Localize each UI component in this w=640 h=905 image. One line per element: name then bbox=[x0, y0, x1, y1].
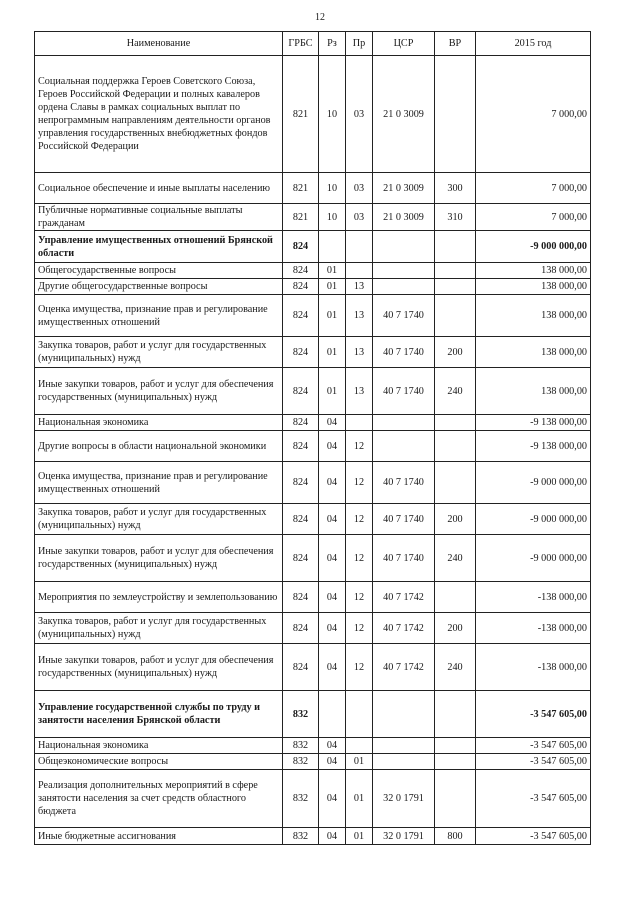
row-grbs: 832 bbox=[283, 738, 319, 754]
table-row bbox=[35, 337, 591, 368]
row-name: Мероприятия по землеустройству и землепользованию bbox=[35, 582, 283, 613]
row-rz: 04 bbox=[319, 644, 346, 691]
row-grbs: 824 bbox=[283, 337, 319, 368]
row-name: Иные закупки товаров, работ и услуг для обеспечения государственных (муниципальных) нужд bbox=[35, 535, 283, 582]
row-name: Управление государственной службы по труду и занятости населения Брянской области bbox=[35, 691, 283, 738]
row-name: Другие общегосударственные вопросы bbox=[35, 279, 283, 295]
row-rz: 04 bbox=[319, 431, 346, 462]
row-sum: 138 000,00 bbox=[476, 368, 591, 415]
row-sum: -9 138 000,00 bbox=[476, 415, 591, 431]
row-csr bbox=[373, 738, 435, 754]
row-pr: 12 bbox=[346, 504, 373, 535]
row-sum: 7 000,00 bbox=[476, 173, 591, 204]
row-rz: 04 bbox=[319, 535, 346, 582]
row-name: Национальная экономика bbox=[35, 415, 283, 431]
header-row bbox=[35, 32, 591, 56]
row-sum: -3 547 605,00 bbox=[476, 754, 591, 770]
row-grbs: 821 bbox=[283, 173, 319, 204]
row-name: Управление имущественных отношений Брянской области bbox=[35, 231, 283, 263]
row-pr: 03 bbox=[346, 56, 373, 173]
row-pr: 03 bbox=[346, 173, 373, 204]
header-name: Наименование bbox=[35, 32, 283, 56]
header-rz: Рз bbox=[319, 32, 346, 56]
row-pr: 01 bbox=[346, 770, 373, 828]
row-csr bbox=[373, 691, 435, 738]
row-pr: 13 bbox=[346, 295, 373, 337]
row-sum: 138 000,00 bbox=[476, 279, 591, 295]
row-sum: 7 000,00 bbox=[476, 204, 591, 231]
table-row bbox=[35, 263, 591, 279]
row-rz: 04 bbox=[319, 828, 346, 845]
table-row bbox=[35, 231, 591, 263]
row-sum: 7 000,00 bbox=[476, 56, 591, 173]
row-sum: -9 000 000,00 bbox=[476, 504, 591, 535]
row-csr: 40 7 1742 bbox=[373, 582, 435, 613]
row-vr bbox=[435, 415, 476, 431]
row-sum: -9 138 000,00 bbox=[476, 431, 591, 462]
table-row bbox=[35, 279, 591, 295]
row-vr bbox=[435, 462, 476, 504]
row-name: Закупка товаров, работ и услуг для государственных (муниципальных) нужд bbox=[35, 337, 283, 368]
row-name: Другие вопросы в области национальной экономики bbox=[35, 431, 283, 462]
row-vr: 200 bbox=[435, 613, 476, 644]
row-grbs: 832 bbox=[283, 754, 319, 770]
row-sum: 138 000,00 bbox=[476, 337, 591, 368]
row-name: Общеэкономические вопросы bbox=[35, 754, 283, 770]
row-grbs: 824 bbox=[283, 279, 319, 295]
table-row bbox=[35, 431, 591, 462]
budget-table bbox=[34, 31, 591, 845]
row-pr bbox=[346, 263, 373, 279]
row-vr bbox=[435, 582, 476, 613]
row-rz: 04 bbox=[319, 504, 346, 535]
row-rz: 04 bbox=[319, 462, 346, 504]
row-pr: 12 bbox=[346, 644, 373, 691]
row-rz: 01 bbox=[319, 263, 346, 279]
row-vr: 240 bbox=[435, 368, 476, 415]
row-rz: 10 bbox=[319, 56, 346, 173]
row-csr: 40 7 1740 bbox=[373, 295, 435, 337]
table-row bbox=[35, 582, 591, 613]
row-csr: 21 0 3009 bbox=[373, 173, 435, 204]
row-rz: 04 bbox=[319, 738, 346, 754]
row-name: Социальное обеспечение и иные выплаты населению bbox=[35, 173, 283, 204]
row-pr: 01 bbox=[346, 754, 373, 770]
row-csr: 40 7 1740 bbox=[373, 504, 435, 535]
table-row bbox=[35, 415, 591, 431]
table-row bbox=[35, 173, 591, 204]
row-pr: 13 bbox=[346, 337, 373, 368]
row-pr: 13 bbox=[346, 368, 373, 415]
row-sum: 138 000,00 bbox=[476, 263, 591, 279]
row-grbs: 824 bbox=[283, 535, 319, 582]
row-vr bbox=[435, 263, 476, 279]
row-rz: 01 bbox=[319, 337, 346, 368]
row-vr bbox=[435, 770, 476, 828]
row-vr bbox=[435, 56, 476, 173]
header-year: 2015 год bbox=[476, 32, 591, 56]
row-csr: 21 0 3009 bbox=[373, 56, 435, 173]
row-csr bbox=[373, 431, 435, 462]
row-rz bbox=[319, 691, 346, 738]
table-row bbox=[35, 204, 591, 231]
row-pr: 12 bbox=[346, 613, 373, 644]
row-pr: 01 bbox=[346, 828, 373, 845]
row-pr bbox=[346, 738, 373, 754]
table-row bbox=[35, 828, 591, 845]
row-name: Оценка имущества, признание прав и регулирование имущественных отношений bbox=[35, 462, 283, 504]
row-name: Закупка товаров, работ и услуг для государственных (муниципальных) нужд bbox=[35, 613, 283, 644]
row-rz: 04 bbox=[319, 754, 346, 770]
row-grbs: 832 bbox=[283, 691, 319, 738]
row-pr bbox=[346, 231, 373, 263]
row-rz: 10 bbox=[319, 173, 346, 204]
row-sum: -3 547 605,00 bbox=[476, 691, 591, 738]
table-row bbox=[35, 738, 591, 754]
row-sum: -9 000 000,00 bbox=[476, 231, 591, 263]
row-vr bbox=[435, 431, 476, 462]
row-vr bbox=[435, 691, 476, 738]
row-name: Национальная экономика bbox=[35, 738, 283, 754]
row-rz: 01 bbox=[319, 368, 346, 415]
row-pr: 12 bbox=[346, 582, 373, 613]
row-pr: 12 bbox=[346, 462, 373, 504]
row-name: Публичные нормативные социальные выплаты гражданам bbox=[35, 204, 283, 231]
row-csr: 32 0 1791 bbox=[373, 770, 435, 828]
row-vr: 300 bbox=[435, 173, 476, 204]
header-vr: ВР bbox=[435, 32, 476, 56]
table-row bbox=[35, 535, 591, 582]
row-sum: -9 000 000,00 bbox=[476, 462, 591, 504]
row-csr: 40 7 1742 bbox=[373, 613, 435, 644]
row-sum: -9 000 000,00 bbox=[476, 535, 591, 582]
row-csr: 40 7 1740 bbox=[373, 462, 435, 504]
table-row bbox=[35, 504, 591, 535]
row-csr: 40 7 1740 bbox=[373, 337, 435, 368]
row-pr bbox=[346, 691, 373, 738]
row-grbs: 824 bbox=[283, 431, 319, 462]
row-grbs: 824 bbox=[283, 263, 319, 279]
row-rz: 10 bbox=[319, 204, 346, 231]
row-csr bbox=[373, 754, 435, 770]
row-grbs: 832 bbox=[283, 770, 319, 828]
row-grbs: 824 bbox=[283, 613, 319, 644]
row-vr bbox=[435, 231, 476, 263]
row-rz: 04 bbox=[319, 415, 346, 431]
row-name: Социальная поддержка Героев Советского Союза, Героев Российской Федерации и полных кавалеров ордена Славы в рамках социальных выплат по непрограммным направлениям деятельности органов управления государственных внебюджетных фондов Российской Федерации bbox=[35, 56, 283, 173]
row-name: Закупка товаров, работ и услуг для государственных (муниципальных) нужд bbox=[35, 504, 283, 535]
row-sum: -138 000,00 bbox=[476, 582, 591, 613]
row-sum: -3 547 605,00 bbox=[476, 770, 591, 828]
page-number: 12 bbox=[315, 12, 325, 23]
row-pr: 12 bbox=[346, 535, 373, 582]
row-rz: 04 bbox=[319, 770, 346, 828]
row-rz: 01 bbox=[319, 295, 346, 337]
row-rz bbox=[319, 231, 346, 263]
row-grbs: 824 bbox=[283, 295, 319, 337]
table-row bbox=[35, 368, 591, 415]
row-csr bbox=[373, 231, 435, 263]
row-csr bbox=[373, 263, 435, 279]
row-vr: 240 bbox=[435, 644, 476, 691]
row-csr bbox=[373, 415, 435, 431]
row-name: Общегосударственные вопросы bbox=[35, 263, 283, 279]
row-grbs: 821 bbox=[283, 204, 319, 231]
row-grbs: 821 bbox=[283, 56, 319, 173]
table-row bbox=[35, 754, 591, 770]
row-name: Реализация дополнительных мероприятий в сфере занятости населения за счет средств областного бюджета bbox=[35, 770, 283, 828]
header-pr: Пр bbox=[346, 32, 373, 56]
row-pr: 12 bbox=[346, 431, 373, 462]
row-sum: 138 000,00 bbox=[476, 295, 591, 337]
row-vr: 310 bbox=[435, 204, 476, 231]
row-grbs: 832 bbox=[283, 828, 319, 845]
row-vr: 800 bbox=[435, 828, 476, 845]
row-name: Иные закупки товаров, работ и услуг для обеспечения государственных (муниципальных) нужд bbox=[35, 644, 283, 691]
row-vr: 200 bbox=[435, 504, 476, 535]
row-vr bbox=[435, 754, 476, 770]
row-sum: -3 547 605,00 bbox=[476, 828, 591, 845]
table-row bbox=[35, 644, 591, 691]
row-grbs: 824 bbox=[283, 231, 319, 263]
row-csr: 40 7 1740 bbox=[373, 535, 435, 582]
row-csr: 40 7 1740 bbox=[373, 368, 435, 415]
row-grbs: 824 bbox=[283, 504, 319, 535]
row-csr: 40 7 1742 bbox=[373, 644, 435, 691]
header-grbs: ГРБС bbox=[283, 32, 319, 56]
row-grbs: 824 bbox=[283, 644, 319, 691]
table-row bbox=[35, 613, 591, 644]
row-name: Иные закупки товаров, работ и услуг для обеспечения государственных (муниципальных) нужд bbox=[35, 368, 283, 415]
row-rz: 01 bbox=[319, 279, 346, 295]
row-sum: -138 000,00 bbox=[476, 613, 591, 644]
table-row bbox=[35, 56, 591, 173]
table-row bbox=[35, 462, 591, 504]
row-csr: 32 0 1791 bbox=[373, 828, 435, 845]
row-grbs: 824 bbox=[283, 462, 319, 504]
row-csr bbox=[373, 279, 435, 295]
row-name: Оценка имущества, признание прав и регулирование имущественных отношений bbox=[35, 295, 283, 337]
row-vr bbox=[435, 738, 476, 754]
row-pr: 13 bbox=[346, 279, 373, 295]
row-grbs: 824 bbox=[283, 415, 319, 431]
row-grbs: 824 bbox=[283, 582, 319, 613]
row-vr: 240 bbox=[435, 535, 476, 582]
row-pr: 03 bbox=[346, 204, 373, 231]
header-csr: ЦСР bbox=[373, 32, 435, 56]
row-pr bbox=[346, 415, 373, 431]
table-row bbox=[35, 770, 591, 828]
table-body bbox=[35, 56, 591, 845]
table-row bbox=[35, 691, 591, 738]
row-grbs: 824 bbox=[283, 368, 319, 415]
row-vr bbox=[435, 279, 476, 295]
row-vr: 200 bbox=[435, 337, 476, 368]
row-vr bbox=[435, 295, 476, 337]
row-sum: -138 000,00 bbox=[476, 644, 591, 691]
row-name: Иные бюджетные ассигнования bbox=[35, 828, 283, 845]
row-rz: 04 bbox=[319, 613, 346, 644]
row-csr: 21 0 3009 bbox=[373, 204, 435, 231]
row-sum: -3 547 605,00 bbox=[476, 738, 591, 754]
table-row bbox=[35, 295, 591, 337]
row-rz: 04 bbox=[319, 582, 346, 613]
